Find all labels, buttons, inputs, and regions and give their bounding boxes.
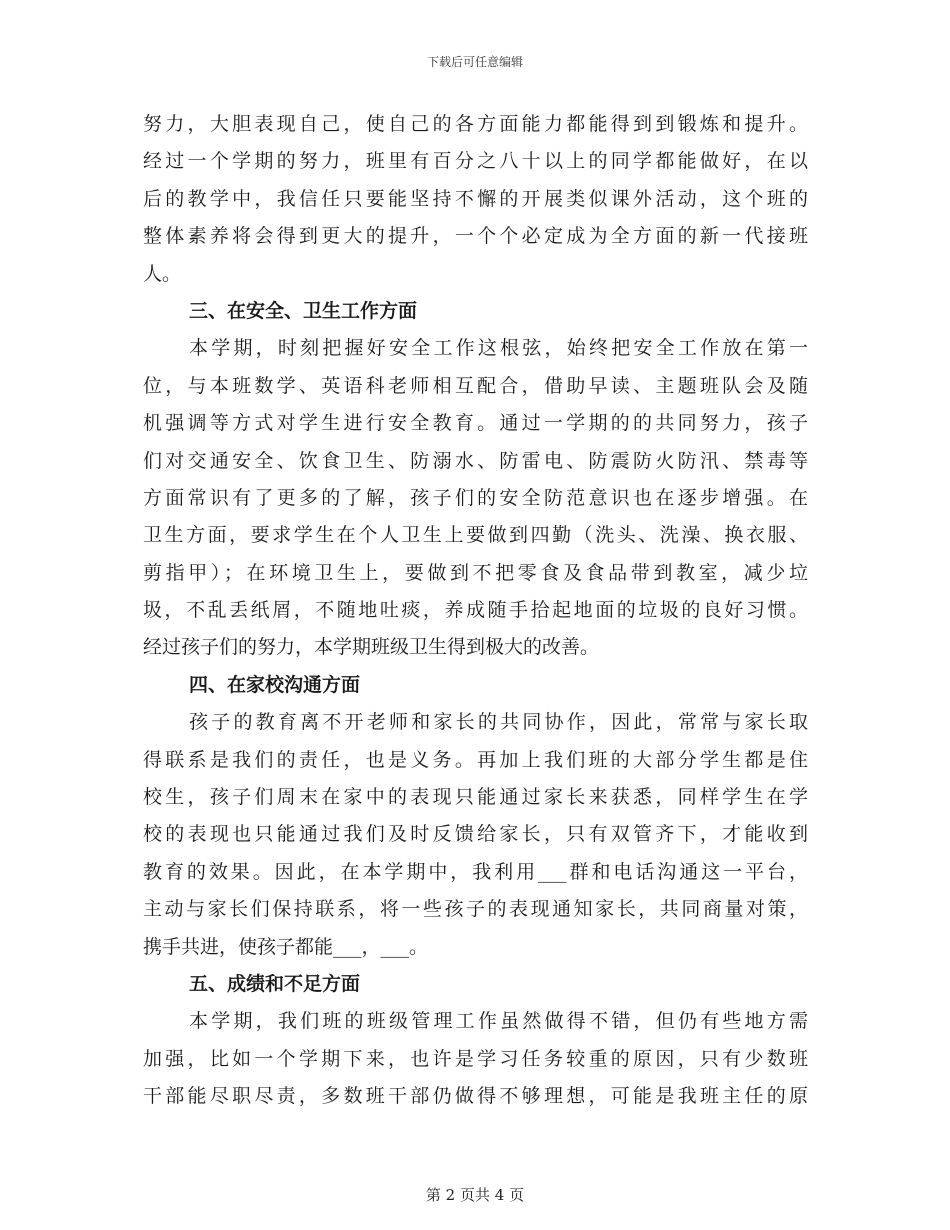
body-line: 人。	[143, 262, 182, 285]
body-line: 经过孩子们的努力，本学期班级卫生得到极大的改善。	[143, 636, 600, 659]
body-line: 教育的效果。因此，在本学期中，我利用___群和电话沟通这一平台，	[143, 860, 808, 883]
body-line: 得联系是我们的责任，也是义务。再加上我们班的大部分学生都是住	[143, 748, 808, 771]
body-line: 整体素养将会得到更大的提升，一个个必定成为全方面的新一代接班	[143, 225, 808, 248]
body-line: 加强，比如一个学期下来，也许是学习任务较重的原因，只有少数班	[143, 1047, 808, 1070]
document-body	[143, 106, 808, 1116]
body-line: 干部能尽职尽责，多数班干部仍做得不够理想，可能是我班主任的原	[143, 1085, 808, 1108]
body-line: 携手共进，使孩子都能___，___。	[143, 935, 429, 958]
body-line: 后的教学中，我信任只要能坚持不懈的开展类似课外活动，这个班的	[143, 187, 808, 210]
body-line: 努力，大胆表现自己，使自己的各方面能力都能得到到锻炼和提升。	[143, 113, 808, 135]
body-line: 位，与本班数学、英语科老师相互配合，借助早读、主题班队会及随	[143, 374, 808, 397]
section-heading-safety: 三、在安全、卫生工作方面	[189, 299, 418, 322]
body-line: 校生，孩子们周末在家中的表现只能通过家长来获悉，同样学生在学	[143, 786, 808, 809]
body-line: 本学期，时刻把握好安全工作这根弦，始终把安全工作放在第一	[189, 337, 808, 360]
body-line: 本学期，我们班的班级管理工作虽然做得不错，但仍有些地方需	[189, 1010, 808, 1033]
body-line: 经过一个学期的努力，班里有百分之八十以上的同学都能做好，在以	[143, 150, 808, 173]
body-line: 孩子的教育离不开老师和家长的共同协作，因此，常常与家长取	[189, 711, 808, 734]
body-line: 圾，不乱丢纸屑，不随地吐痰，养成随手拾起地面的垃圾的良好习惯。	[143, 599, 808, 622]
body-line: 方面常识有了更多的了解，孩子们的安全防范意识也在逐步增强。在	[143, 486, 808, 509]
page-footer: 第 2 页共 4 页	[425, 1186, 525, 1204]
body-line: 主动与家长们保持联系，将一些孩子的表现通知家长，共同商量对策，	[143, 898, 808, 921]
body-line: 卫生方面，要求学生在个人卫生上要做到四勤（洗头、洗澡、换衣服、	[143, 524, 808, 547]
body-line: 机强调等方式对学生进行安全教育。通过一学期的的共同努力，孩子	[143, 412, 808, 435]
section-heading-home-school: 四、在家校沟通方面	[189, 673, 361, 696]
page-header: 下载后可任意编辑	[426, 55, 523, 69]
body-line: 剪指甲）；在环境卫生上，要做到不把零食及食品带到教室，减少垃	[143, 561, 808, 584]
body-line: 们对交通安全、饮食卫生、防溺水、防雷电、防震防火防汛、禁毒等	[143, 449, 808, 472]
section-heading-results: 五、成绩和不足方面	[189, 972, 361, 995]
body-line: 校的表现也只能通过我们及时反馈给家长，只有双管齐下，才能收到	[143, 823, 808, 846]
